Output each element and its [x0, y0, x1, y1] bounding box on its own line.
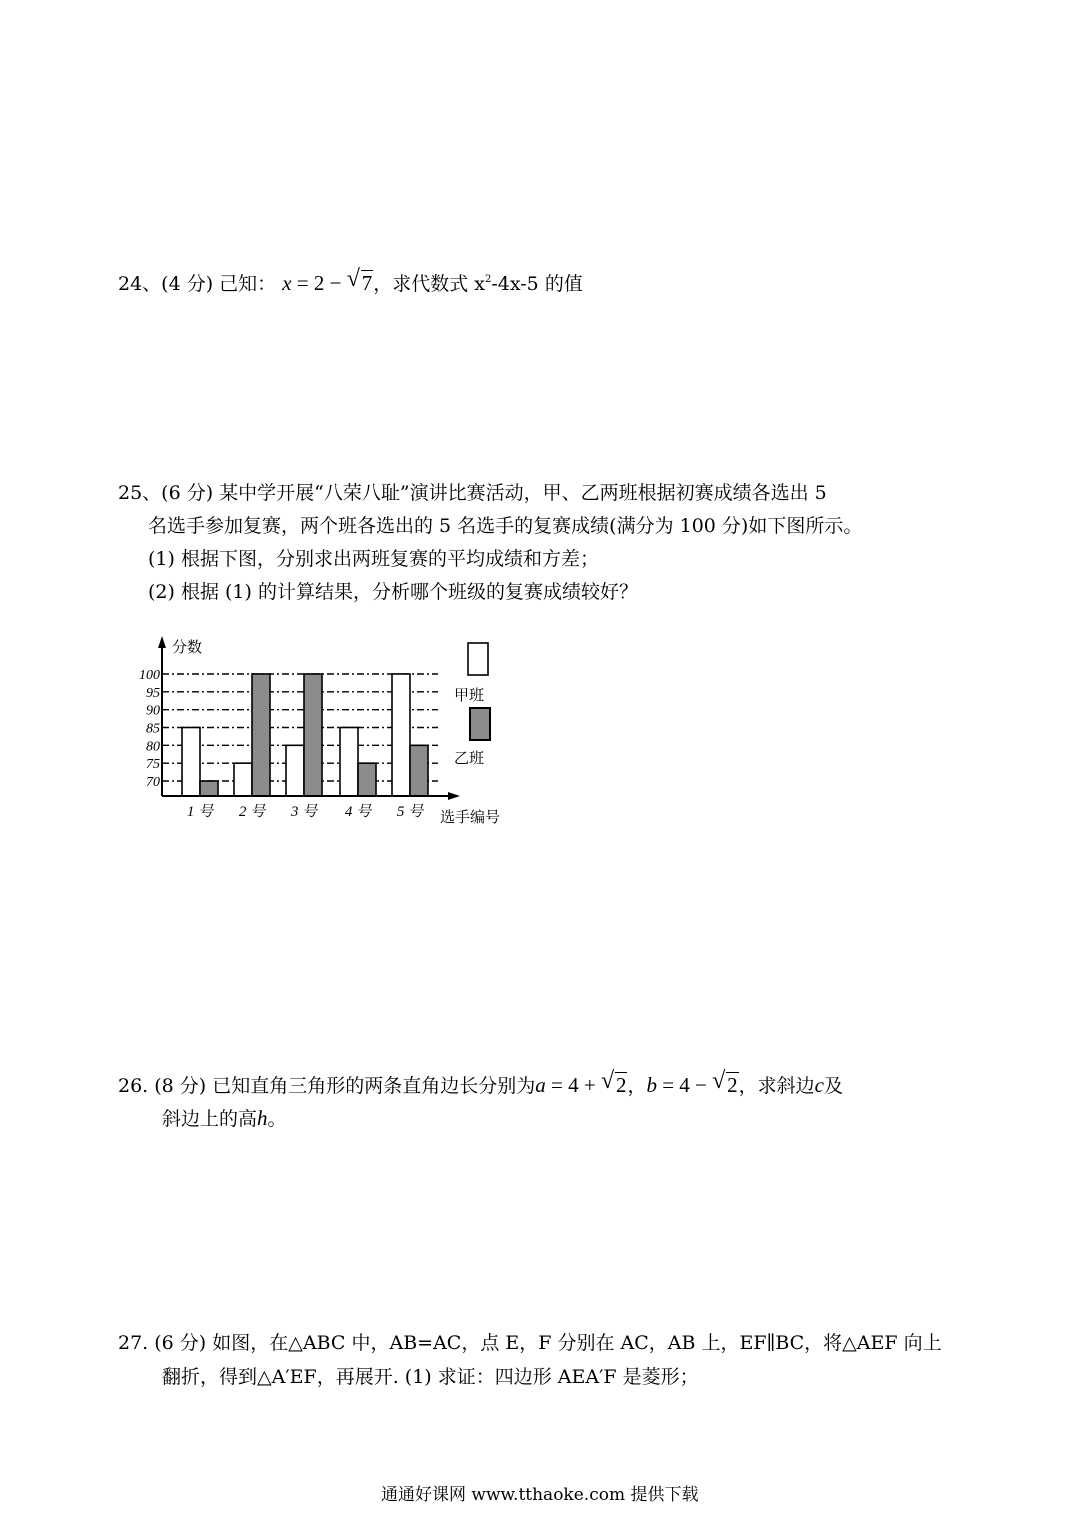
footer-credit: 通通好课网 www.tthaoke.com 提供下载	[381, 1485, 699, 1505]
q26-a-radicand: 2	[615, 1073, 627, 1097]
q26-line2-prefix: 斜边上的高	[162, 1108, 258, 1130]
q24-var: x	[282, 271, 292, 295]
legend-label-yi: 乙班	[454, 751, 485, 767]
y-axis-arrow	[158, 636, 166, 648]
q25-line1: 25、(6 分) 某中学开展“八荣八耻”演讲比赛活动，甲、乙两班根据初赛成绩各选出 5	[118, 482, 827, 504]
bar-yi-4	[358, 763, 376, 796]
q26-b-var: b	[646, 1073, 657, 1097]
bar-jia-5	[392, 674, 410, 796]
y-tick-label-75: 75	[146, 757, 160, 773]
y-tick-label-80: 80	[146, 739, 160, 755]
q26-c-var: c	[814, 1073, 824, 1097]
score-bar-chart	[120, 628, 540, 838]
bar-yi-1	[200, 781, 218, 796]
q26-sep: ，	[627, 1075, 647, 1097]
q25-line2: 名选手参加复赛，两个班各选出的 5 名选手的复赛成绩(满分为 100 分)如下图所示。	[148, 515, 863, 537]
q25-line3: (1) 根据下图，分别求出两班复赛的平均成绩和方差；	[148, 548, 599, 570]
q26-b-radicand: 2	[727, 1073, 738, 1097]
q27-line1: 27. (6 分) 如图，在△ABC 中，AB=AC，点 E，F 分别在 AC，AB 上，EF∥BC，将△AEF 向上	[118, 1332, 942, 1354]
category-label-2: 2 号	[238, 804, 266, 820]
bar-jia-2	[234, 763, 252, 796]
q25-line4: (2) 根据 (1) 的计算结果，分析哪个班级的复赛成绩较好？	[148, 581, 638, 603]
q27-line2: 翻折，得到△A′EF，再展开. (1) 求证：四边形 AEA′F 是菱形；	[162, 1366, 699, 1388]
legend-swatch-yi	[470, 708, 490, 740]
q26-prefix: 26. (8 分) 已知直角三角形的两条直角边长分别为	[118, 1075, 536, 1097]
category-label-4: 4 号	[344, 804, 372, 820]
category-label-5: 5 号	[396, 804, 424, 820]
bar-jia-4	[340, 728, 358, 797]
q24-radical	[349, 266, 374, 300]
bar-yi-3	[304, 674, 322, 796]
q26-suffix: ，求斜边	[738, 1075, 815, 1097]
question-24	[118, 266, 583, 301]
y-tick-label-70: 70	[146, 775, 160, 790]
category-label-3: 3 号	[290, 804, 318, 820]
q26-h-var: h	[257, 1106, 268, 1130]
q24-suffix-b: -4x-5 的值	[491, 273, 583, 295]
y-tick-label-90: 90	[146, 703, 160, 719]
q24-radicand: 7	[361, 271, 373, 295]
y-tick-label-95: 95	[146, 685, 160, 701]
bar-jia-1	[182, 728, 200, 797]
x-axis-label: 选手编号	[440, 810, 501, 826]
question-26-line2	[162, 1101, 287, 1136]
q26-b-radical	[714, 1068, 739, 1102]
q24-exp: 2	[485, 274, 492, 285]
q26-line2-suffix: 。	[267, 1108, 287, 1130]
q24-suffix-a: ，求代数式 x	[373, 273, 485, 295]
legend-label-jia: 甲班	[454, 688, 485, 704]
bar-jia-3	[286, 745, 304, 796]
q24-eq: = 2 −	[291, 271, 347, 295]
q26-a-var: a	[535, 1073, 546, 1097]
question-26	[118, 1068, 843, 1103]
x-axis-arrow	[448, 792, 460, 800]
y-tick-label-85: 85	[146, 721, 160, 737]
q26-suffix2: 及	[823, 1075, 843, 1097]
bar-yi-5	[410, 745, 428, 796]
y-axis-label: 分数	[172, 640, 203, 656]
q26-a-radical	[603, 1068, 628, 1102]
bar-yi-2	[252, 674, 270, 796]
q26-a-eq: = 4 +	[545, 1073, 601, 1097]
y-tick-label-100: 100	[139, 668, 160, 683]
q26-b-eq: = 4 −	[656, 1073, 713, 1097]
category-label-1: 1 号	[186, 804, 214, 820]
q24-prefix: 24、(4 分) 己知：	[118, 273, 277, 295]
legend-swatch-jia	[468, 643, 488, 675]
